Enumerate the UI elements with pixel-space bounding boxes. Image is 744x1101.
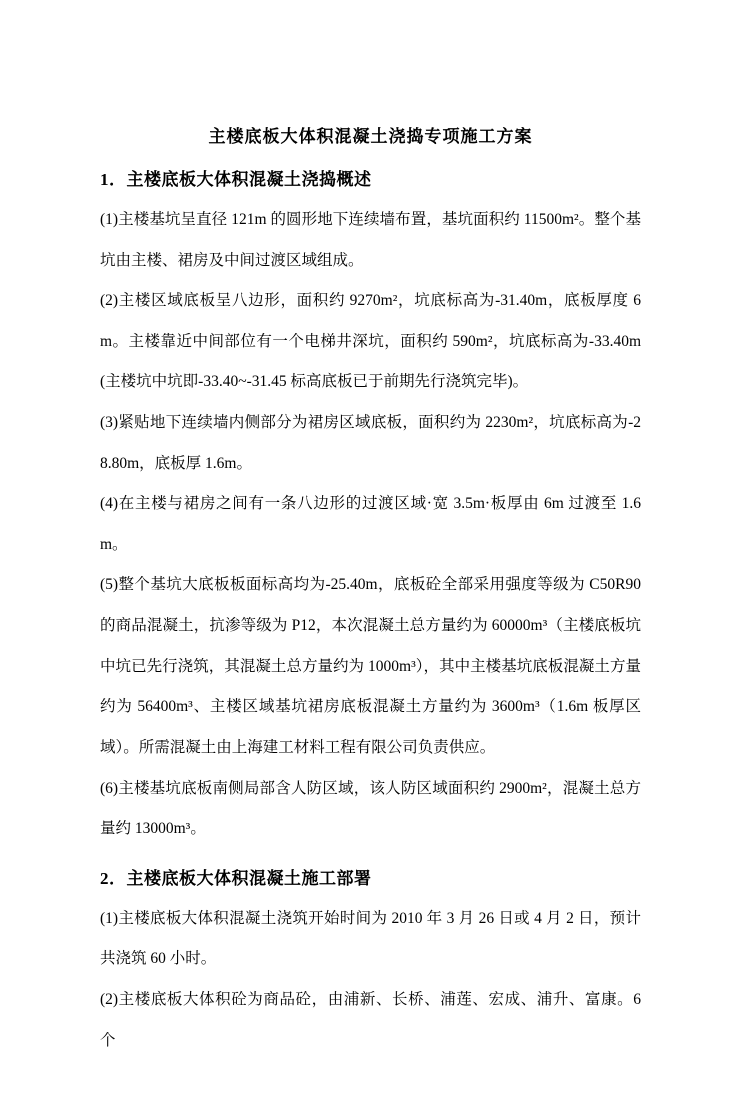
paragraph: (4)在主楼与裙房之间有一条八边形的过渡区域·宽 3.5m·板厚由 6m 过渡至 1.6m。 bbox=[100, 495, 641, 553]
page-title: 主楼底板大体积混凝土浇捣专项施工方案 bbox=[208, 127, 533, 146]
paragraph: (1)主楼基坑呈直径 121m 的圆形地下连续墙布置，基坑面积约 11500m²。整个基坑由主楼、裙房及中间过渡区域组成。 bbox=[100, 211, 641, 269]
paragraph: (2)主楼底板大体积砼为商品砼，由浦新、长桥、浦莲、宏成、浦升、富康。6 个 bbox=[100, 990, 641, 1049]
paragraph: (3)紧贴地下连续墙内侧部分为裙房区域底板，面积约为 2230m²，坑底标高为-28.80m，底板厚 1.6m。 bbox=[100, 414, 641, 472]
section-2-heading: 2．主楼底板大体积混凝土施工部署 bbox=[100, 868, 372, 888]
paragraph: (2)主楼区域底板呈八边形，面积约 9270m²，坑底标高为-31.40m，底板厚度 6m。主楼靠近中间部位有一个电梯井深坑，面积约 590m²，坑底标高为-33.40m(主楼坑中坑即-33.40~-31.45 标高底板已于前期先行浇筑完毕)。 bbox=[100, 292, 641, 391]
paragraph: (1)主楼底板大体积混凝土浇筑开始时间为 2010 年 3 月 26 日或 4 月 2 日，预计共浇筑 60 小时。 bbox=[100, 909, 641, 968]
paragraph: (5)整个基坑大底板板面标高均为-25.40m，底板砼全部采用强度等级为 C50R90 的商品混凝土，抗渗等级为 P12，本次混凝土总方量约为 60000m³（主楼底板坑中坑已先行浇筑，其混凝土总方量约为 1000m³），其中主楼基坑底板混凝土方量约为 56400m³、主楼区域基坑裙房底板混凝土方量约为 3600m³（1.6m 板厚区域）。所需混凝土由上海建工材料工程有限公司负责供应。 bbox=[100, 576, 641, 756]
paragraph: (6)主楼基坑底板南侧局部含人防区域，该人防区域面积约 2900m²，混凝土总方量约 13000m³。 bbox=[100, 779, 641, 838]
section-1-heading: 1．主楼底板大体积混凝土浇捣概述 bbox=[100, 170, 372, 189]
